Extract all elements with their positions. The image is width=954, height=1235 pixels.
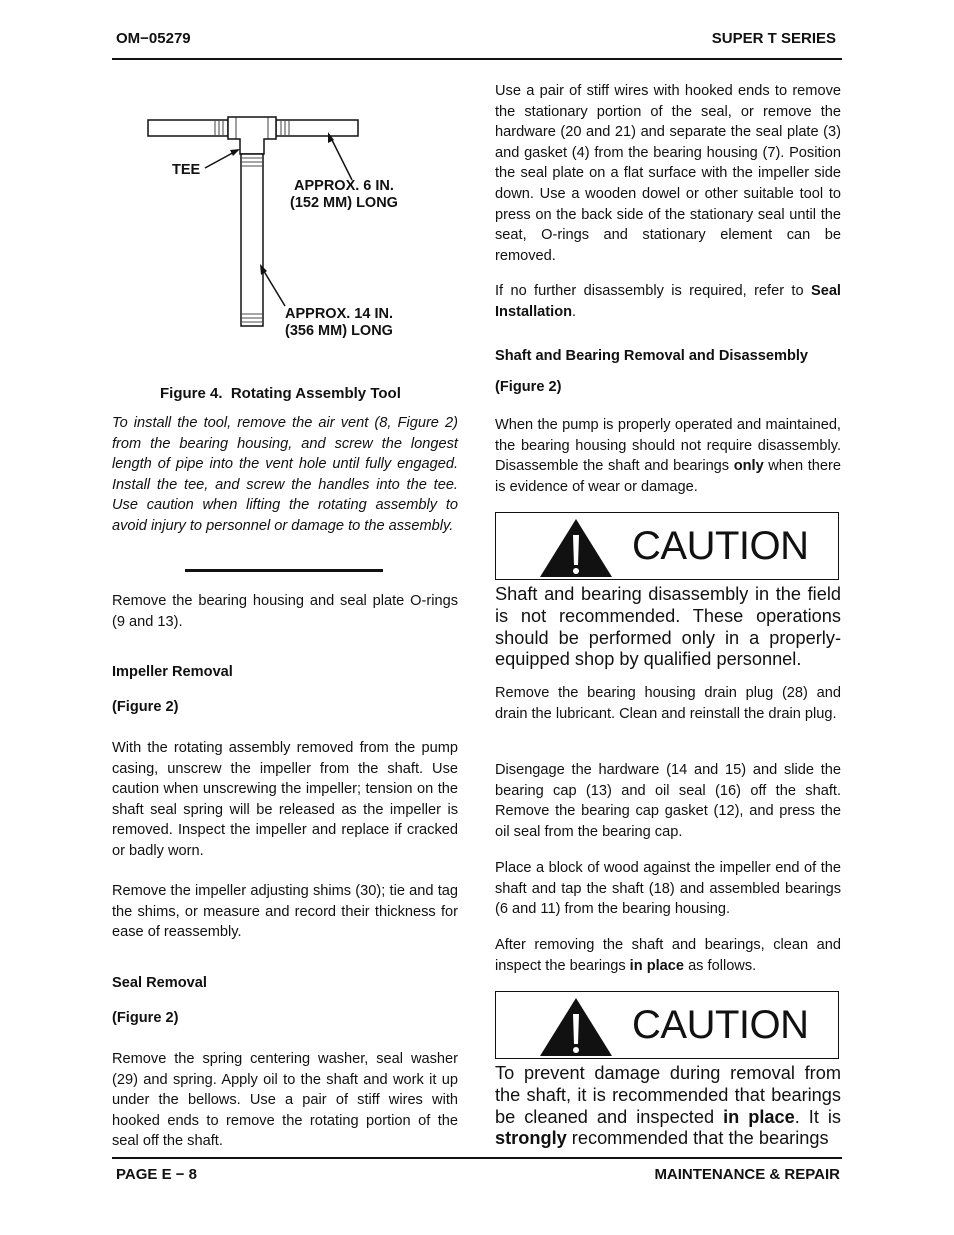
left-column	[112, 413, 458, 537]
caution-2-strongly: strongly	[495, 1128, 567, 1149]
right-paragraph-4-box	[495, 683, 841, 724]
seal-paragraph-box	[112, 1049, 458, 1152]
p2-text: If no further disassembly is required, refer to	[495, 283, 811, 299]
rotating-assembly-tool-illustration	[140, 112, 370, 332]
caution-1-text: Shaft and bearing disassembly in the field is not recommended. These operations should be performed only in a properly-equipped shop by qualified personnel.	[495, 584, 841, 670]
seal-installation-ref: Seal Installation	[495, 283, 841, 320]
shaft-bearing-heading: Shaft and Bearing Removal and Disassembly	[495, 348, 809, 364]
p2-end: .	[572, 303, 577, 320]
handle-length-line2: (152 MM) LONG	[290, 195, 398, 211]
page-number: PAGE E − 8	[116, 1166, 198, 1183]
seal-paragraph-1: Remove the spring centering washer, seal washer (29) and spring. Apply oil to the shaft and work it up under the bellows. Use a pair of stiff wires with hooked ends to remove the rotating portion of the seal off the shaft.	[112, 1051, 458, 1150]
caution-box-2	[495, 991, 839, 1059]
left-column-body	[112, 591, 458, 632]
right-paragraph-3-box	[495, 415, 841, 497]
caution-word-1: CAUTION	[632, 524, 809, 568]
tee-label: TEE	[172, 162, 201, 178]
stationary-seal-paragraph: Use a pair of stiff wires with hooked ends to remove the stationary portion of the seal, or remove the hardware (20 and 21) and separate the seal plate (3) and gasket (4) from the bearing housing (7). Position the seal plate on a flat surface with the impeller side down. Use a wooden dowel or other suitable tool to press on the back side of the stationary seal until the seat, O-rings and stationary element can be removed.	[495, 83, 841, 264]
caution-2-part-2: . It is	[794, 1106, 841, 1127]
p7-text: After removing the shaft and bearings, clean and inspect the bearings	[495, 937, 841, 974]
caution-box-1	[495, 512, 839, 580]
p3-only: only	[733, 458, 764, 475]
header-rule	[112, 58, 842, 60]
p7-in-place: in place	[629, 957, 685, 974]
impeller-removal-heading: Impeller Removal	[112, 664, 233, 680]
right-paragraph-1-box	[495, 81, 841, 266]
handle-length-line1: APPROX. 6 IN.	[294, 178, 394, 194]
drain-plug-paragraph: Remove the bearing housing drain plug (28) and drain the lubricant. Clean and reinstall the drain plug.	[495, 685, 841, 722]
caution-2-in-place: in place	[723, 1106, 795, 1127]
bearing-cap-paragraph: Disengage the hardware (14 and 15) and slide the bearing cap (13) and oil seal (16) off the shaft. Remove the bearing cap gasket (12), and press the oil seal from the bearing cap.	[495, 762, 841, 840]
right-paragraph-5-box	[495, 760, 841, 842]
caution-2-part-1: To prevent damage during removal from the shaft, it is recommended that bearings be cleaned and inspected	[495, 1063, 841, 1127]
doc-number: OM−05279	[116, 30, 191, 47]
right-handle	[276, 120, 358, 136]
footer-rule	[112, 1157, 842, 1159]
section-name: MAINTENANCE & REPAIR	[654, 1166, 840, 1183]
tool-install-note: To install the tool, remove the air vent (8, Figure 2) from the bearing housing, and screw the longest length of pipe into the vent hole until fully engaged. Install the tee, and screw the handles into the tee. Use caution when lifting the rotating assembly to avoid injury to personnel or damage to the assembly.	[112, 415, 458, 534]
warning-triangle-icon	[538, 996, 614, 1058]
right-paragraph-2-box	[495, 281, 841, 322]
long-pipe	[241, 154, 263, 326]
impeller-paragraph-2-box	[112, 881, 458, 943]
p3-end: when there is evidence of wear or damage.	[495, 458, 841, 495]
impeller-paragraph-1: With the rotating assembly removed from the pump casing, unscrew the impeller from the shaft. Use caution when unscrewing the impeller; tension on the shaft seal spring will be released as the impeller is removed. Inspect the impeller and replace if cracked or badly worn.	[112, 740, 458, 859]
shaft-figure-ref: (Figure 2)	[495, 379, 562, 395]
caution-2-text	[495, 1063, 841, 1150]
figure-caption: Figure 4. Rotating Assembly Tool	[160, 385, 401, 402]
seal-removal-heading: Seal Removal	[112, 975, 207, 991]
caution-word-2: CAUTION	[632, 1003, 809, 1047]
p3-text: When the pump is properly operated and maintained, the bearing housing should not require disassembly. Disassemble the shaft and bearings	[495, 417, 841, 475]
further-disassembly-paragraph	[495, 281, 841, 322]
shaft-disassembly-paragraph	[495, 415, 841, 497]
caution-2-part-3: recommended that the bearings	[566, 1128, 829, 1149]
section-divider	[185, 569, 383, 572]
pipe-length-line2: (356 MM) LONG	[285, 323, 393, 339]
remove-housing-text: Remove the bearing housing and seal plate O-rings (9 and 13).	[112, 593, 458, 630]
seal-figure-ref: (Figure 2)	[112, 1010, 179, 1026]
left-handle	[148, 120, 228, 136]
warning-triangle-icon	[538, 517, 614, 579]
impeller-figure-ref: (Figure 2)	[112, 699, 179, 715]
tap-shaft-paragraph: Place a block of wood against the impeller end of the shaft and tap the shaft (18) and assembled bearings (6 and 11) from the bearing housing.	[495, 860, 841, 918]
right-paragraph-7-box	[495, 935, 841, 976]
tee-fitting	[228, 117, 276, 154]
right-paragraph-6-box	[495, 858, 841, 920]
p7-end: as follows.	[684, 957, 757, 974]
impeller-paragraph-2: Remove the impeller adjusting shims (30); tie and tag the shims, or measure and record their thickness for ease of reassembly.	[112, 883, 458, 941]
impeller-paragraph-1-box	[112, 738, 458, 862]
pipe-length-line1: APPROX. 14 IN.	[285, 306, 393, 322]
series-title: SUPER T SERIES	[711, 30, 836, 47]
inspect-bearings-paragraph	[495, 935, 841, 976]
